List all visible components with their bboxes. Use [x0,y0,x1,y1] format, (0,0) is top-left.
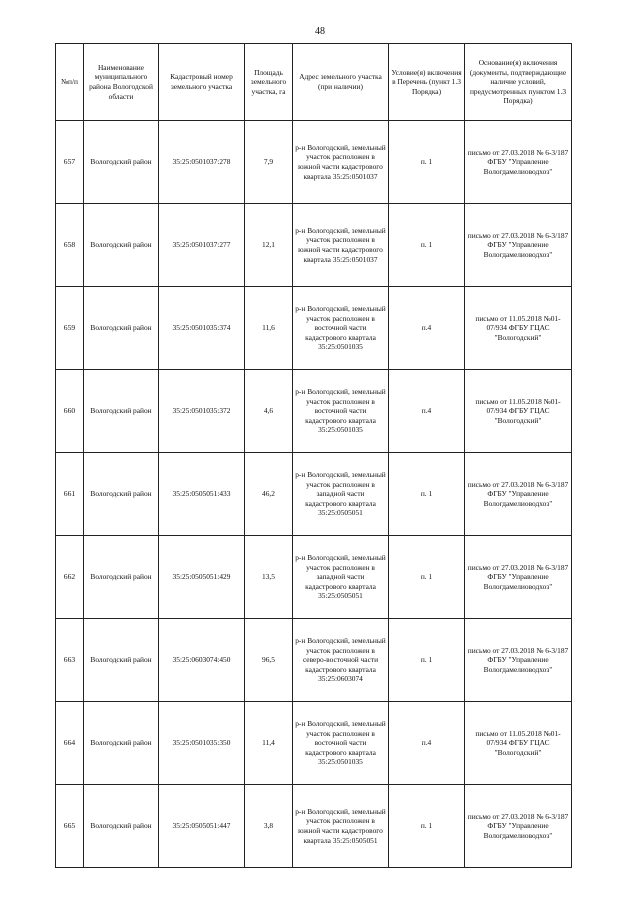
row-area: 11,6 [245,287,293,370]
row-condition: п. 1 [389,536,465,619]
table-row [56,287,572,370]
row-area: 12,1 [245,204,293,287]
row-basis: письмо от 27.03.2018 № 6-3/187 ФГБУ "Управление Вологдамелиоводхоз" [465,121,572,204]
row-number: 665 [56,785,84,868]
row-area: 96,5 [245,619,293,702]
table-row [56,785,572,868]
row-condition: п.4 [389,370,465,453]
header-condition: Условие(я) включения в Перечень (пункт 1.3 Порядка) [389,44,465,121]
row-basis: письмо от 27.03.2018 № 6-3/187 ФГБУ "Управление Вологдамелиоводхоз" [465,619,572,702]
row-condition: п.4 [389,287,465,370]
row-basis: письмо от 11.05.2018 №01-07/934 ФГБУ ГЦАС "Вологодский" [465,370,572,453]
row-address: р-н Вологодский, земельный участок расположен в южной части кадастрового квартала 35:25:0505051 [293,785,389,868]
header-number: №п/п [56,44,84,121]
row-address: р-н Вологодский, земельный участок расположен в восточной части кадастрового квартала 35:25:0501035 [293,702,389,785]
table-header-row [56,44,572,121]
land-plots-table [55,43,572,868]
table-row [56,619,572,702]
row-cadastral-number: 35:25:0501035:350 [159,702,245,785]
row-number: 664 [56,702,84,785]
row-condition: п.4 [389,702,465,785]
row-cadastral-number: 35:25:0505051:433 [159,453,245,536]
header-address: Адрес земельного участка (при наличии) [293,44,389,121]
row-address: р-н Вологодский, земельный участок расположен в северо-восточной части кадастрового квартала 35:25:0603074 [293,619,389,702]
row-cadastral-number: 35:25:0501037:277 [159,204,245,287]
row-basis: письмо от 27.03.2018 № 6-3/187 ФГБУ "Управление Вологдамелиоводхоз" [465,453,572,536]
row-number: 658 [56,204,84,287]
table-row [56,121,572,204]
row-cadastral-number: 35:25:0501035:374 [159,287,245,370]
row-district: Вологодский район [84,370,159,453]
row-cadastral-number: 35:25:0501037:278 [159,121,245,204]
row-number: 660 [56,370,84,453]
table-row [56,370,572,453]
row-district: Вологодский район [84,619,159,702]
row-condition: п. 1 [389,453,465,536]
header-district: Наименование муниципального района Вологодской области [84,44,159,121]
row-address: р-н Вологодский, земельный участок расположен в южной части кадастрового квартала 35:25:0501037 [293,204,389,287]
page-number: 48 [315,26,325,37]
row-number: 659 [56,287,84,370]
row-district: Вологодский район [84,204,159,287]
header-cadastral-number: Кадастровый номер земельного участка [159,44,245,121]
row-district: Вологодский район [84,785,159,868]
row-address: р-н Вологодский, земельный участок расположен в восточной части кадастрового квартала 35:25:0501035 [293,370,389,453]
header-area: Площадь земельного участка, га [245,44,293,121]
row-area: 11,4 [245,702,293,785]
row-condition: п. 1 [389,121,465,204]
row-district: Вологодский район [84,121,159,204]
row-condition: п. 1 [389,619,465,702]
row-address: р-н Вологодский, земельный участок расположен в южной части кадастрового квартала 35:25:0501037 [293,121,389,204]
row-address: р-н Вологодский, земельный участок расположен в восточной части кадастрового квартала 35:25:0501035 [293,287,389,370]
row-cadastral-number: 35:25:0505051:429 [159,536,245,619]
row-basis: письмо от 27.03.2018 № 6-3/187 ФГБУ "Управление Вологдамелиоводхоз" [465,204,572,287]
row-address: р-н Вологодский, земельный участок расположен в западной части кадастрового квартала 35:25:0505051 [293,453,389,536]
row-basis: письмо от 11.05.2018 №01-07/934 ФГБУ ГЦАС "Вологодский" [465,702,572,785]
row-address: р-н Вологодский, земельный участок расположен в западной части кадастрового квартала 35:25:0505051 [293,536,389,619]
row-area: 4,6 [245,370,293,453]
header-basis: Основание(я) включения (документы, подтверждающие наличие условий, предусмотренных пунктом 1.3 Порядка) [465,44,572,121]
row-condition: п. 1 [389,204,465,287]
row-cadastral-number: 35:25:0505051:447 [159,785,245,868]
row-basis: письмо от 27.03.2018 № 6-3/187 ФГБУ "Управление Вологдамелиоводхоз" [465,785,572,868]
row-number: 663 [56,619,84,702]
row-area: 7,9 [245,121,293,204]
table-row [56,702,572,785]
row-number: 657 [56,121,84,204]
row-district: Вологодский район [84,453,159,536]
row-basis: письмо от 27.03.2018 № 6-3/187 ФГБУ "Управление Вологдамелиоводхоз" [465,536,572,619]
row-district: Вологодский район [84,702,159,785]
row-condition: п. 1 [389,785,465,868]
row-cadastral-number: 35:25:0603074:450 [159,619,245,702]
row-number: 661 [56,453,84,536]
table-row [56,204,572,287]
row-number: 662 [56,536,84,619]
row-district: Вологодский район [84,536,159,619]
table-row [56,536,572,619]
row-area: 13,5 [245,536,293,619]
row-cadastral-number: 35:25:0501035:372 [159,370,245,453]
table-row [56,453,572,536]
row-basis: письмо от 11.05.2018 №01-07/934 ФГБУ ГЦАС "Вологодский" [465,287,572,370]
row-area: 3,8 [245,785,293,868]
row-district: Вологодский район [84,287,159,370]
row-area: 46,2 [245,453,293,536]
